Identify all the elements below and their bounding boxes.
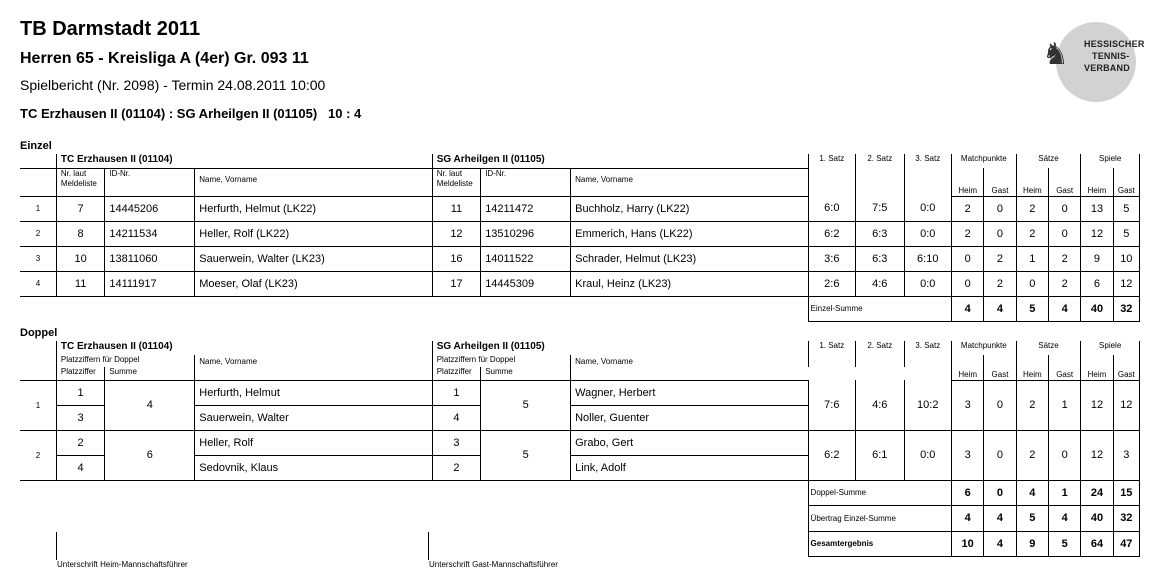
- col-platzziffern-guest: Platzziffern für Doppel: [432, 355, 570, 367]
- table-cell: 2: [984, 246, 1016, 271]
- table-row: [20, 271, 1140, 296]
- table-cell: 6:10: [904, 246, 951, 271]
- table-cell: 0: [1048, 196, 1080, 221]
- table-cell: 6:2: [808, 430, 855, 480]
- table-cell: 5: [1016, 505, 1048, 531]
- table-cell: Wagner, Herbert: [571, 380, 808, 405]
- col-satz2: 2. Satz: [856, 341, 904, 367]
- col-sa-heim: Heim: [1016, 168, 1048, 196]
- table-cell: 1: [1016, 246, 1048, 271]
- table-cell: 6:3: [856, 246, 904, 271]
- col-sa-gast: Gast: [1048, 355, 1080, 380]
- col-name-guest: Name, Vorname: [571, 168, 808, 196]
- doppel-table: [20, 341, 1140, 557]
- col-summe: Summe: [105, 367, 195, 380]
- table-cell: 4: [1016, 480, 1048, 505]
- signature-line-guest: [428, 532, 429, 560]
- table-cell: 15: [1113, 480, 1139, 505]
- table-cell: 0: [952, 246, 984, 271]
- table-cell: 64: [1081, 531, 1113, 556]
- col-platzziffer: Platzziffer: [56, 367, 104, 380]
- col-summe-guest: Summe: [481, 367, 571, 380]
- table-cell: Heller, Rolf (LK22): [195, 221, 432, 246]
- table-cell: 1: [1048, 380, 1080, 430]
- doppel-guest-team: SG Arheilgen II (01105): [432, 341, 808, 355]
- table-cell: Herfurth, Helmut (LK22): [195, 196, 432, 221]
- report-subtitle: Spielbericht (Nr. 2098) - Termin 24.08.2011 10:00: [20, 77, 326, 93]
- table-cell: 32: [1113, 296, 1139, 321]
- col-saetze: Sätze: [1016, 154, 1081, 168]
- table-cell: 17: [432, 271, 480, 296]
- table-cell: Grabo, Gert: [571, 430, 808, 455]
- table-cell: 1: [1048, 480, 1080, 505]
- table-cell: 5: [1016, 296, 1048, 321]
- einzel-home-team: TC Erzhausen II (01104): [56, 154, 432, 168]
- table-cell: 7:6: [808, 380, 855, 430]
- table-cell: 3: [432, 430, 480, 455]
- table-cell: 2: [1048, 271, 1080, 296]
- table-cell: 0: [952, 271, 984, 296]
- league-title: Herren 65 - Kreisliga A (4er) Gr. 093 11: [20, 50, 309, 67]
- table-cell: Sedovnik, Klaus: [195, 455, 432, 480]
- report-title: TB Darmstadt 2011: [20, 18, 201, 40]
- table-cell: Kraul, Heinz (LK23): [571, 271, 808, 296]
- table-row: [20, 196, 1140, 221]
- signature-label-home: Unterschrift Heim-Mannschaftsführer: [57, 560, 188, 569]
- table-row: [20, 430, 1140, 455]
- table-cell: 2:6: [808, 271, 855, 296]
- table-cell: 8: [56, 221, 104, 246]
- table-cell: 11: [56, 271, 104, 296]
- table-cell: 2: [56, 430, 104, 455]
- table-cell: 0: [984, 430, 1016, 480]
- table-cell: 3: [1113, 430, 1139, 480]
- table-cell: 7:5: [856, 196, 904, 221]
- col-satz1: 1. Satz: [808, 341, 855, 367]
- col-mp-heim: Heim: [952, 168, 984, 196]
- table-cell: 12: [1113, 380, 1139, 430]
- table-cell: 40: [1081, 505, 1113, 531]
- table-cell: 1: [432, 380, 480, 405]
- table-cell: 2: [1016, 430, 1048, 480]
- table-cell: 11: [432, 196, 480, 221]
- col-spiele: Spiele: [1081, 154, 1140, 168]
- einzel-guest-team: SG Arheilgen II (01105): [432, 154, 808, 168]
- col-mp-heim: Heim: [952, 355, 984, 380]
- table-cell: Herfurth, Helmut: [195, 380, 432, 405]
- section-doppel: Doppel: [20, 327, 58, 339]
- col-matchpunkte: Matchpunkte: [952, 341, 1017, 355]
- table-cell: 4: [1048, 505, 1080, 531]
- table-cell: 14211472: [481, 196, 571, 221]
- table-cell: 0:0: [904, 221, 951, 246]
- table-cell: 9: [1081, 246, 1113, 271]
- table-cell: 2: [984, 271, 1016, 296]
- table-cell: 12: [1081, 380, 1113, 430]
- table-cell: 2: [1016, 221, 1048, 246]
- table-cell: Gesamtergebnis: [808, 531, 951, 556]
- table-cell: 0: [984, 221, 1016, 246]
- table-cell: 4: [1048, 296, 1080, 321]
- table-cell: Sauerwein, Walter: [195, 405, 432, 430]
- table-cell: 2: [432, 455, 480, 480]
- table-cell: 16: [432, 246, 480, 271]
- table-cell: 32: [1113, 505, 1139, 531]
- table-cell: 2: [20, 221, 56, 246]
- table-cell: Noller, Guenter: [571, 405, 808, 430]
- signature-label-guest: Unterschrift Gast-Mannschaftsführer: [429, 560, 558, 569]
- einzel-table: [20, 154, 1140, 322]
- einzel-sum-row: [20, 296, 1140, 321]
- col-satz3: 3. Satz: [904, 154, 951, 196]
- table-cell: Moeser, Olaf (LK23): [195, 271, 432, 296]
- table-cell: 4: [20, 271, 56, 296]
- table-cell: 0:0: [904, 196, 951, 221]
- table-cell: 4: [432, 405, 480, 430]
- table-cell: 2: [1016, 380, 1048, 430]
- col-matchpunkte: Matchpunkte: [952, 154, 1017, 168]
- table-cell: 3:6: [808, 246, 855, 271]
- table-cell: Einzel-Summe: [808, 296, 951, 321]
- table-cell: 4: [952, 505, 984, 531]
- table-cell: 14011522: [481, 246, 571, 271]
- lion-crest-icon: ♞: [1042, 38, 1069, 71]
- table-cell: 10: [56, 246, 104, 271]
- col-platzziffern: Platzziffern für Doppel: [56, 355, 194, 367]
- col-platzziffer-guest: Platzziffer: [432, 367, 480, 380]
- table-cell: 12: [432, 221, 480, 246]
- table-cell: 3: [56, 405, 104, 430]
- table-cell: 4: [56, 455, 104, 480]
- table-cell: 0: [984, 480, 1016, 505]
- table-cell: 0: [984, 380, 1016, 430]
- table-cell: Sauerwein, Walter (LK23): [195, 246, 432, 271]
- table-cell: 1: [56, 380, 104, 405]
- doppel-sum-row: [20, 480, 1140, 505]
- table-cell: 2: [952, 221, 984, 246]
- table-cell: 5: [1113, 221, 1139, 246]
- table-cell: 2: [1048, 246, 1080, 271]
- doppel-home-team: TC Erzhausen II (01104): [56, 341, 432, 355]
- table-cell: 10: [952, 531, 984, 556]
- col-satz2: 2. Satz: [856, 154, 904, 196]
- col-name-guest: Name, Vorname: [571, 355, 808, 380]
- table-cell: 24: [1081, 480, 1113, 505]
- table-cell: 10: [1113, 246, 1139, 271]
- table-cell: 13: [1081, 196, 1113, 221]
- table-cell: 47: [1113, 531, 1139, 556]
- table-cell: 4: [984, 296, 1016, 321]
- table-cell: 4: [984, 531, 1016, 556]
- col-sa-heim: Heim: [1016, 355, 1048, 380]
- table-cell: 14445309: [481, 271, 571, 296]
- table-cell: 12: [1113, 271, 1139, 296]
- table-row: [20, 246, 1140, 271]
- table-cell: 40: [1081, 296, 1113, 321]
- table-cell: 3: [952, 380, 984, 430]
- table-cell: 4:6: [856, 271, 904, 296]
- col-sp-heim: Heim: [1081, 168, 1113, 196]
- col-spiele: Spiele: [1081, 341, 1140, 355]
- table-cell: 4: [952, 296, 984, 321]
- table-cell: Buchholz, Harry (LK22): [571, 196, 808, 221]
- table-cell: 6:2: [808, 221, 855, 246]
- table-cell: 6: [1081, 271, 1113, 296]
- table-cell: Übertrag Einzel-Summe: [808, 505, 951, 531]
- table-cell: 13510296: [481, 221, 571, 246]
- table-cell: 5: [481, 430, 571, 480]
- table-cell: 0: [984, 196, 1016, 221]
- table-cell: 12: [1081, 221, 1113, 246]
- table-cell: 7: [56, 196, 104, 221]
- table-cell: 1: [20, 380, 56, 430]
- table-cell: 4:6: [856, 380, 904, 430]
- match-result: TC Erzhausen II (01104) : SG Arheilgen II (01105) 10 : 4: [20, 106, 362, 121]
- col-satz3: 3. Satz: [904, 341, 951, 367]
- table-cell: 6:1: [856, 430, 904, 480]
- table-cell: 6: [105, 430, 195, 480]
- table-cell: 0: [1016, 271, 1048, 296]
- col-sp-gast: Gast: [1113, 168, 1139, 196]
- col-mp-gast: Gast: [984, 168, 1016, 196]
- col-name: Name, Vorname: [195, 355, 432, 380]
- table-cell: 0: [1048, 430, 1080, 480]
- col-id: ID-Nr.: [105, 168, 195, 196]
- col-satz1: 1. Satz: [808, 154, 855, 196]
- table-row: [20, 380, 1140, 405]
- col-name: Name, Vorname: [195, 168, 432, 196]
- table-cell: 6:0: [808, 196, 855, 221]
- table-cell: 14111917: [105, 271, 195, 296]
- table-cell: 5: [1113, 196, 1139, 221]
- table-row: [20, 221, 1140, 246]
- table-cell: 5: [1048, 531, 1080, 556]
- table-cell: 2: [952, 196, 984, 221]
- table-cell: 2: [20, 430, 56, 480]
- table-cell: Schrader, Helmut (LK23): [571, 246, 808, 271]
- col-nr-laut: Nr. laut Meldeliste: [56, 168, 104, 196]
- table-cell: Emmerich, Hans (LK22): [571, 221, 808, 246]
- section-einzel: Einzel: [20, 140, 52, 152]
- gesamt-row: [20, 531, 1140, 556]
- uebertrag-row: [20, 505, 1140, 531]
- table-cell: 12: [1081, 430, 1113, 480]
- table-cell: 13811060: [105, 246, 195, 271]
- table-cell: 0: [1048, 221, 1080, 246]
- table-cell: 10:2: [904, 380, 951, 430]
- table-cell: Link, Adolf: [571, 455, 808, 480]
- table-cell: Doppel-Summe: [808, 480, 951, 505]
- table-cell: 6: [952, 480, 984, 505]
- col-mp-gast: Gast: [984, 355, 1016, 380]
- htv-logo: [1036, 20, 1145, 100]
- table-cell: 0:0: [904, 271, 951, 296]
- table-cell: 9: [1016, 531, 1048, 556]
- table-cell: 14445206: [105, 196, 195, 221]
- col-sp-heim: Heim: [1081, 355, 1113, 380]
- signature-line-home: [56, 532, 57, 560]
- table-cell: 5: [481, 380, 571, 430]
- table-cell: 14211534: [105, 221, 195, 246]
- table-cell: 4: [105, 380, 195, 430]
- table-cell: 6:3: [856, 221, 904, 246]
- table-cell: 3: [20, 246, 56, 271]
- col-sp-gast: Gast: [1113, 355, 1139, 380]
- col-saetze: Sätze: [1016, 341, 1081, 355]
- col-nr-laut-guest: Nr. laut Meldeliste: [432, 168, 480, 196]
- table-cell: 4: [984, 505, 1016, 531]
- logo-text: HESSISCHER TENNIS- VERBAND: [1084, 39, 1145, 73]
- col-sa-gast: Gast: [1048, 168, 1080, 196]
- table-cell: Heller, Rolf: [195, 430, 432, 455]
- table-cell: 2: [1016, 196, 1048, 221]
- table-cell: 3: [952, 430, 984, 480]
- col-id-guest: ID-Nr.: [481, 168, 571, 196]
- table-cell: 1: [20, 196, 56, 221]
- table-cell: 0:0: [904, 430, 951, 480]
